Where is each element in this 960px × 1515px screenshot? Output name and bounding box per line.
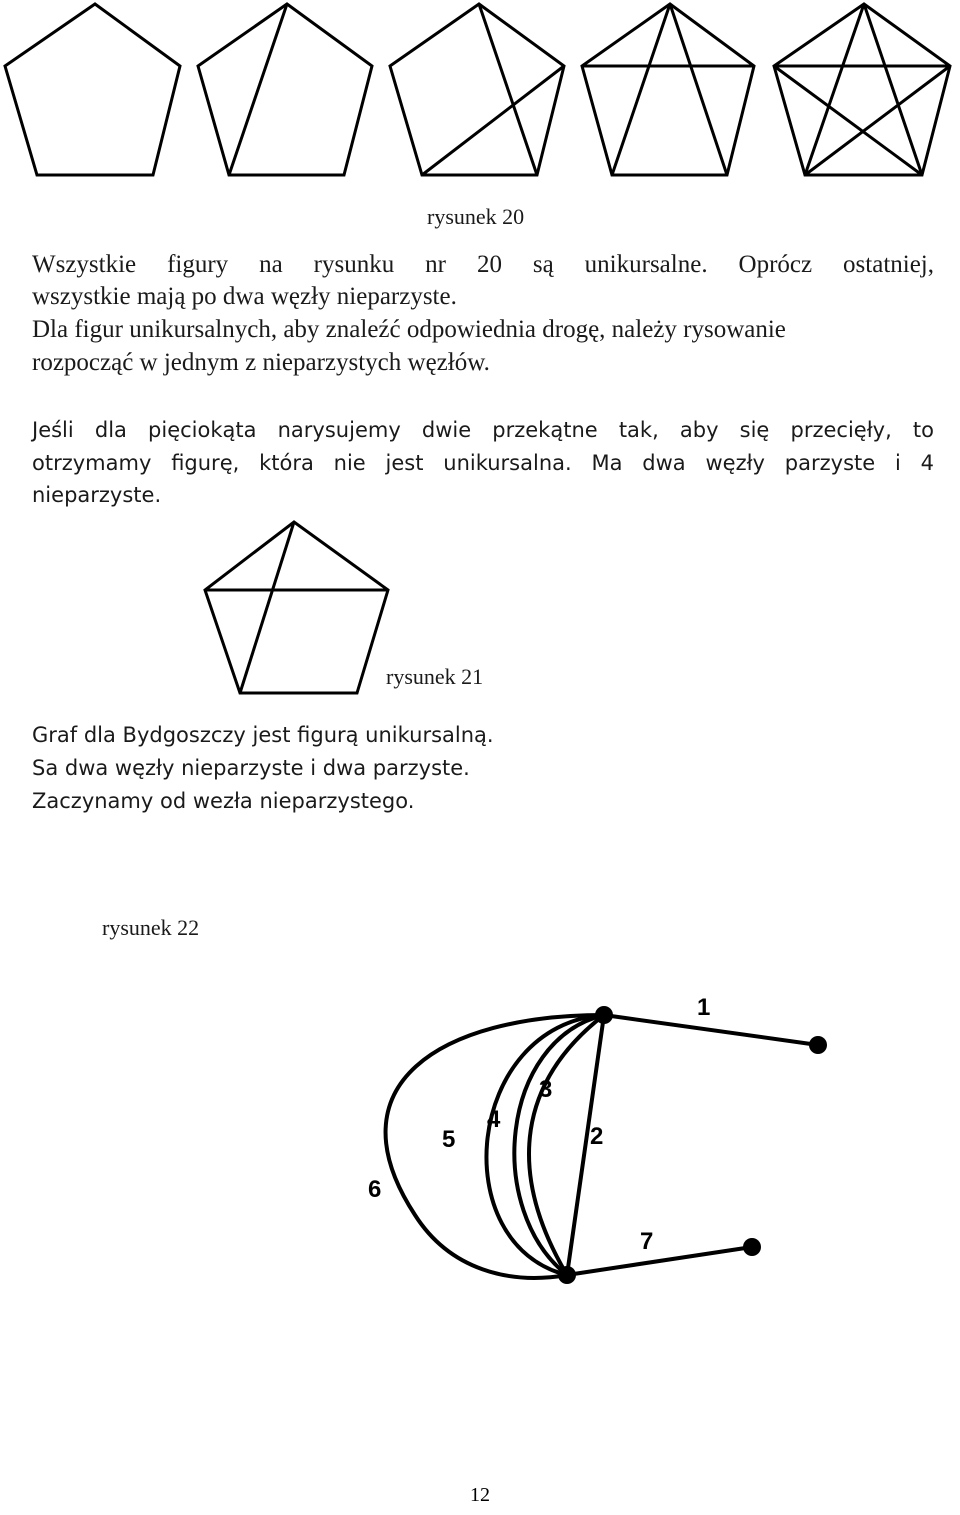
figure20-pentagon-2 <box>198 4 372 175</box>
edge-1 <box>604 1015 818 1045</box>
edge-7 <box>567 1247 752 1275</box>
figure21-pentagon <box>205 522 388 693</box>
paragraph2-line-1: Jeśli dla pięciokąta narysujemy dwie przekątne tak, aby się przecięły, to <box>32 418 934 442</box>
paragraph1-line-4: rozpocząć w jednym z nieparzystych węzłów. <box>32 349 490 376</box>
edge-label-1: 1 <box>697 994 711 1021</box>
figure20-caption: rysunek 20 <box>427 204 525 229</box>
paragraph1-line-3: Dla figur unikursalnych, aby znaleźć odpowiednia drogę, należy rysowanie <box>32 316 786 343</box>
figure20-pentagon-5 <box>774 4 950 175</box>
node-right-top <box>809 1036 827 1054</box>
edge-label-5: 5 <box>442 1126 456 1153</box>
node-bottom <box>558 1266 576 1284</box>
figure20-pentagon-4 <box>582 4 754 175</box>
figure20-pentagon-3 <box>390 4 564 175</box>
node-top <box>595 1006 613 1024</box>
paragraph1-line-1: Wszystkie figury na rysunku nr 20 są unikursalne. Oprócz ostatniej, <box>32 251 934 278</box>
paragraph1-line-2: wszystkie mają po dwa węzły nieparzyste. <box>32 283 457 310</box>
paragraph2-line-3: nieparzyste. <box>32 483 162 507</box>
edge-label-4: 4 <box>487 1106 501 1133</box>
edge-label-3: 3 <box>539 1076 553 1103</box>
paragraph3-line-3: Zaczynamy od wezła nieparzystego. <box>32 789 415 813</box>
figure21-caption: rysunek 21 <box>386 664 484 689</box>
figure20-pentagon-1 <box>5 4 180 175</box>
node-right-bottom <box>743 1238 761 1256</box>
paragraph3-line-2: Sa dwa węzły nieparzyste i dwa parzyste. <box>32 756 470 780</box>
edge-label-2: 2 <box>590 1123 604 1150</box>
paragraph2-line-2: otrzymamy figurę, która nie jest unikursalna. Ma dwa węzły parzyste i 4 <box>32 451 934 475</box>
edge-label-6: 6 <box>368 1176 382 1203</box>
figure22-caption: rysunek 22 <box>102 915 200 940</box>
paragraph3-line-1: Graf dla Bydgoszczy jest figurą unikursalną. <box>32 723 494 747</box>
page-number: 12 <box>470 1484 490 1506</box>
edge-label-7: 7 <box>640 1228 654 1255</box>
